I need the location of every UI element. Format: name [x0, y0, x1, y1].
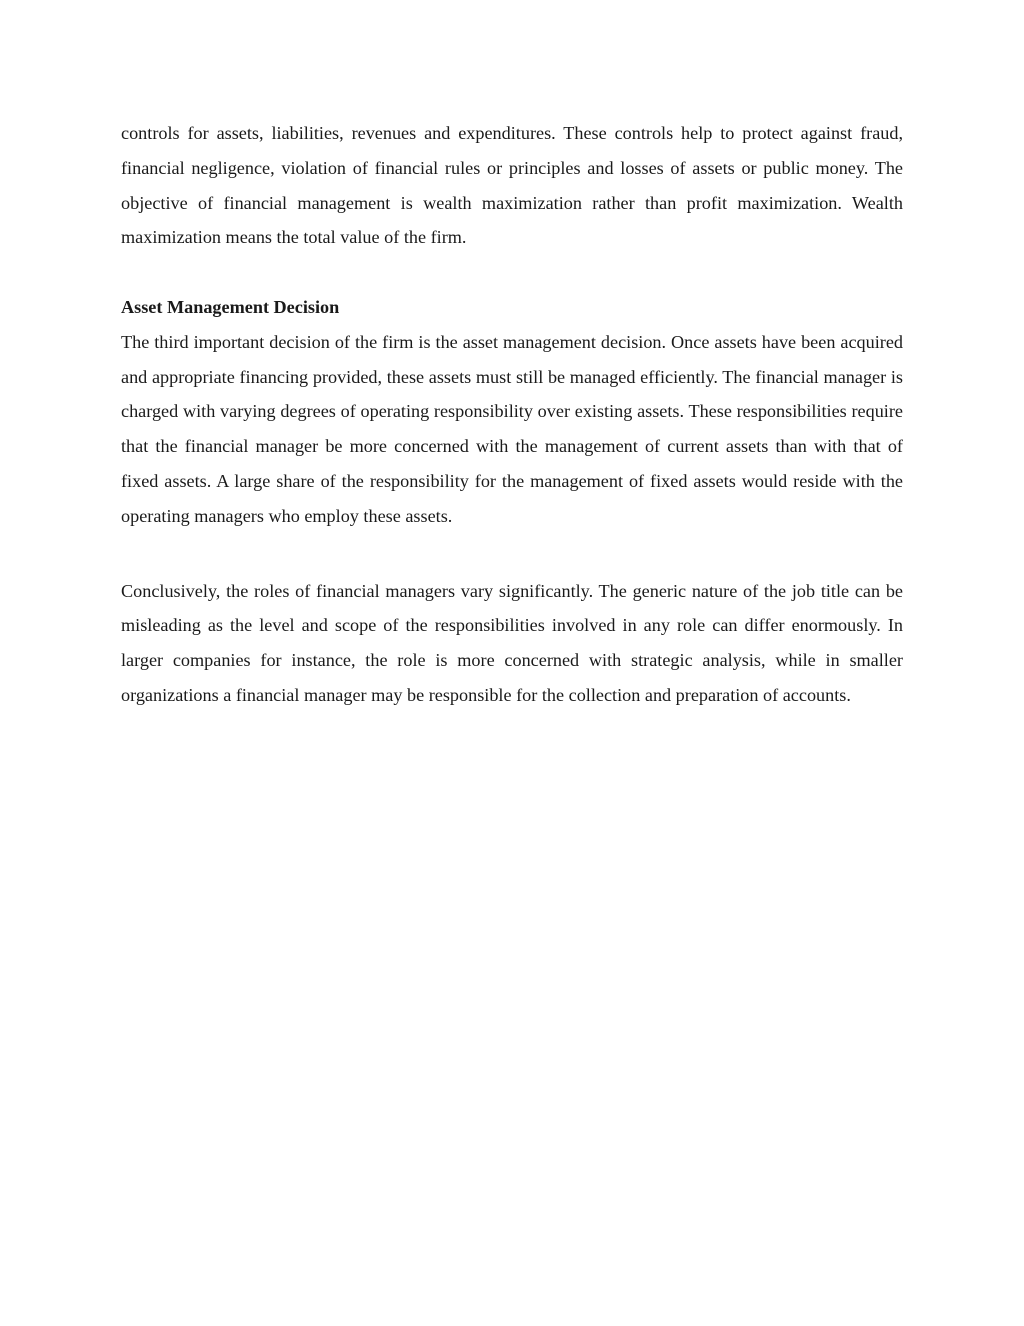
intro-paragraph: controls for assets, liabilities, revenues and expenditures. These controls help to protect against fraud, financial negligence, violation of financial rules or principles and losses of assets or public money. The objective of financial management is wealth maximization rather than profit maximization. Wealth maximization means the total value of the firm.	[121, 123, 903, 248]
section-heading: Asset Management Decision	[121, 296, 340, 317]
paragraph-spacer	[121, 534, 903, 574]
conclusion-paragraph: Conclusively, the roles of financial managers vary significantly. The generic nature of the job title can be misleading as the level and scope of the responsibilities involved in any role can differ enormously. In larger companies for instance, the role is more concerned with strategic analysis, while in smaller organizations a financial manager may be responsible for the collection and preparation of accounts.	[121, 580, 903, 705]
asset-management-paragraph: The third important decision of the firm is the asset management decision. Once assets have been acquired and appropriate financing provided, these assets must still be managed efficiently. The financial manager is charged with varying degrees of operating responsibility over existing assets. These responsibilities require that the financial manager be more concerned with the management of current assets than with that of fixed assets. A large share of the responsibility for the management of fixed assets would reside with the operating managers who employ these assets.	[121, 331, 903, 526]
document-body	[121, 116, 903, 713]
